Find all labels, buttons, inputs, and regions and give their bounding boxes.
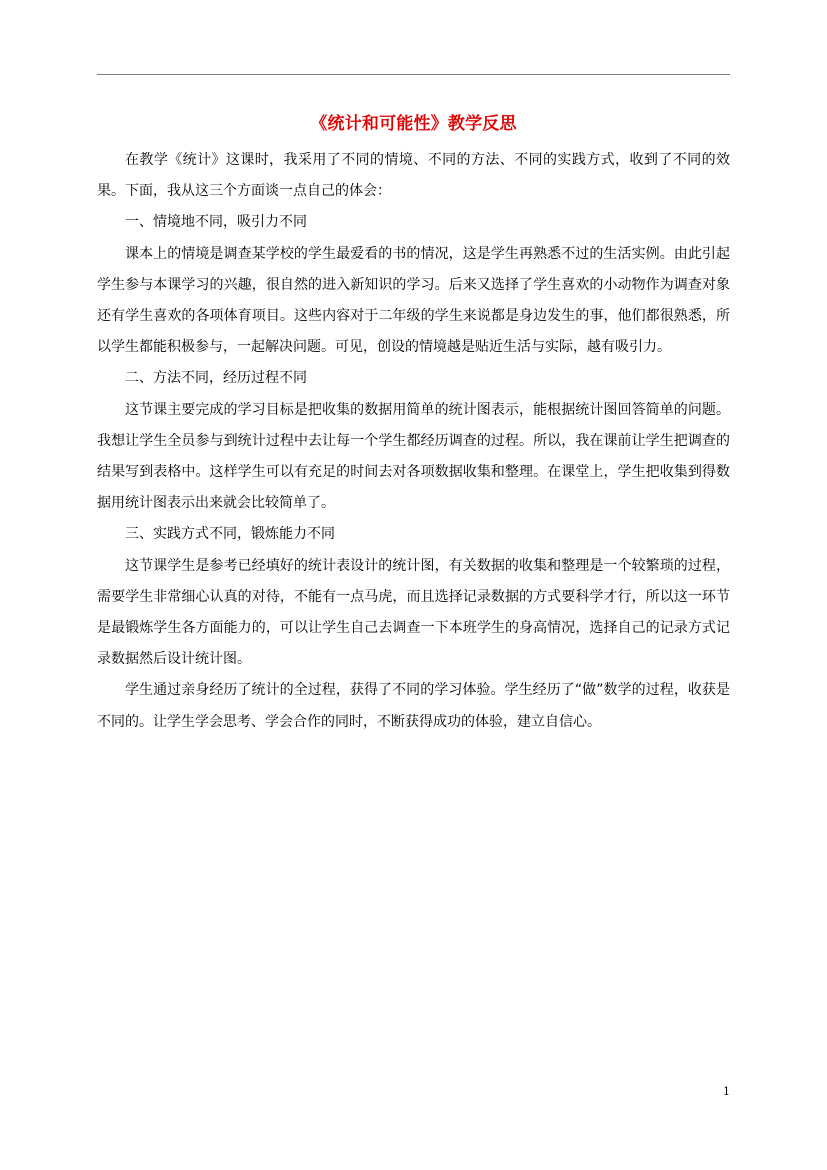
section-body-2: 这节课主要完成的学习目标是把收集的数据用简单的统计图表示，能根据统计图回答简单的问题。我想让学生全员参与到统计过程中去让每一个学生都经历调查的过程。所以，我在课前让学生把调查的结果写到表格中。这样学生可以有充足的时间去对各项数据收集和整理。在课堂上，学生把收集到得数据用统计图表示出来就会比较简单了。 <box>97 401 730 512</box>
section-body-1: 课本上的情境是调查某学校的学生最爱看的书的情况，这是学生再熟悉不过的生活实例。由此引起学生参与本课学习的兴趣，很自然的进入新知识的学习。后来又选择了学生喜欢的小动物作为调查对象还有学生喜欢的各项体育项目。这些内容对于二年级的学生来说都是身边发生的事，他们都很熟悉，所以学生都能积极参与，一起解决问题。可见，创设的情境越是贴近生活与实际，越有吸引力。 <box>97 245 730 356</box>
section-heading-3: 三、实践方式不同，锻炼能力不同 <box>125 526 335 543</box>
document-title: 《统计和可能性》教学反思 <box>310 114 517 134</box>
page-number: 1 <box>723 1085 730 1098</box>
header-rule <box>97 74 730 75</box>
section-heading-1: 一、情境地不同，吸引力不同 <box>125 214 307 231</box>
intro-paragraph: 在教学《统计》这课时，我采用了不同的情境、不同的方法、不同的实践方式，收到了不同的效果。下面，我从这三个方面谈一点自己的体会： <box>97 152 730 200</box>
document-body <box>97 145 730 738</box>
section-body-3: 这节课学生是参考已经填好的统计表设计的统计图，有关数据的收集和整理是一个较繁琐的过程，需要学生非常细心认真的对待，不能有一点马虎，而且选择记录数据的方式要科学才行，所以这一环节是最锻炼学生各方面能力的，可以让学生自己去调查一下本班学生的身高情况，选择自己的记录方式记录数据然后设计统计图。 <box>97 557 730 668</box>
section-heading-2: 二、方法不同，经历过程不同 <box>125 370 307 387</box>
conclusion-paragraph: 学生通过亲身经历了统计的全过程，获得了不同的学习体验。学生经历了“做”数学的过程，收获是不同的。让学生学会思考、学会合作的同时，不断获得成功的体验，建立自信心。 <box>97 682 730 730</box>
